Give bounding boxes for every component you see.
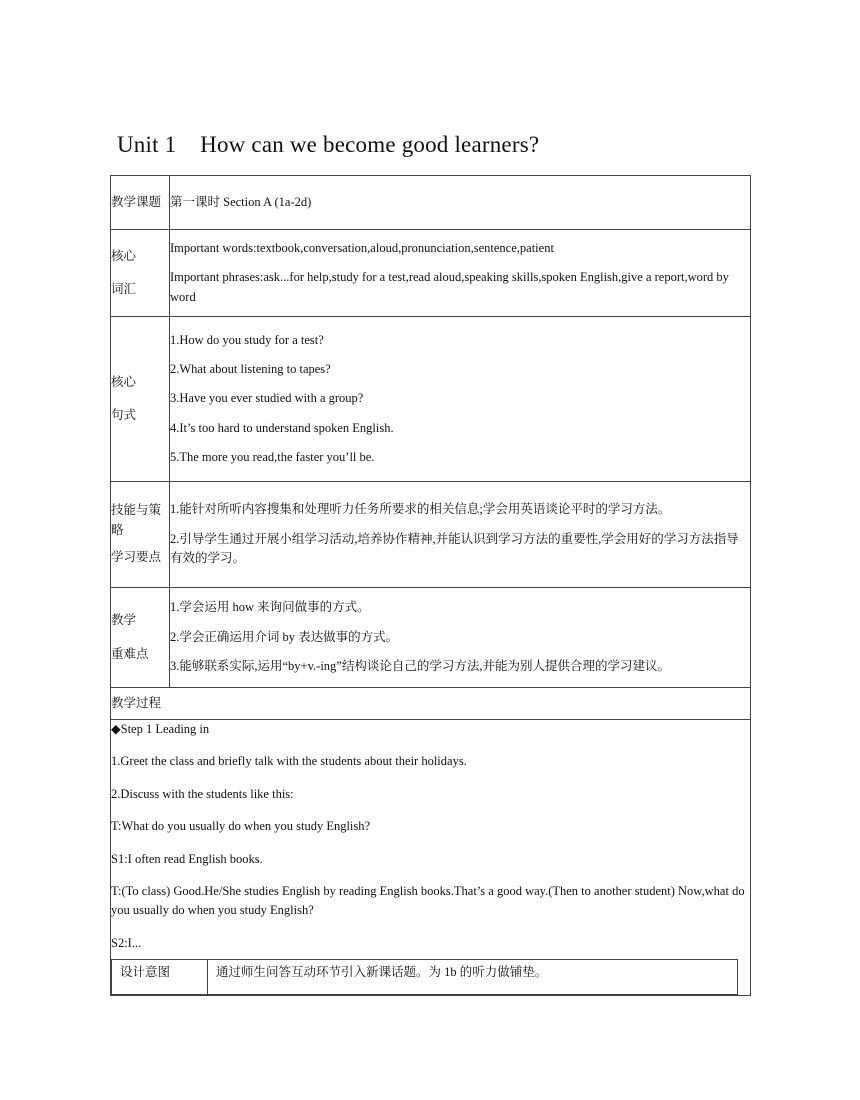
skill-item: 1.能针对所听内容搜集和处理听力任务所要求的相关信息;学会用英语谈论平时的学习方法。 xyxy=(170,502,671,517)
sentence-item: 4.It’s too hard to understand spoken English. xyxy=(170,420,394,435)
keypoint-item: 2.学会正确运用介词 by 表达做事的方式。 xyxy=(170,629,399,644)
design-intent-text: 通过师生问答互动环节引入新课话题。为 1b 的听力做铺垫。 xyxy=(208,960,738,995)
process-row xyxy=(111,688,751,720)
step1-line: T:(To class) Good.He/She studies English by reading English books.That’s a good way.(Then to another student) Now,what do you usually do when you study English? xyxy=(111,883,745,918)
sentence-item: 1.How do you study for a test? xyxy=(170,332,324,347)
step1-line: S2:I... xyxy=(111,935,142,950)
skill-item: 2.引导学生通过开展小组学习活动,培养协作精神,并能认识到学习方法的重要性,学会用好的学习方法指导有效的学习。 xyxy=(170,531,739,566)
topic-content: 第一课时 Section A (1a-2d) xyxy=(170,176,751,230)
step1-heading: ◆Step 1 Leading in xyxy=(111,722,210,736)
topic-row xyxy=(111,176,751,230)
process-label: 教学过程 xyxy=(111,688,751,720)
page-title: Unit 1 How can we become good learners? xyxy=(117,132,540,157)
keypoint-item: 1.学会运用 how 来询问做事的方式。 xyxy=(170,600,370,615)
vocab-label-line-2: 词汇 xyxy=(111,282,137,296)
keypoints-content xyxy=(170,588,751,688)
step1-row xyxy=(111,720,751,996)
vocab-row xyxy=(111,230,751,317)
skills-content xyxy=(170,482,751,588)
topic-label: 教学课题 xyxy=(111,176,170,230)
keypoints-label xyxy=(111,588,170,688)
sentence-item: 5.The more you read,the faster you’ll be. xyxy=(170,450,375,465)
sentences-label-line-2: 句式 xyxy=(111,408,137,422)
skills-label xyxy=(111,482,170,588)
lesson-plan-table xyxy=(110,175,751,996)
step1-line: S1:I often read English books. xyxy=(111,851,263,866)
important-words: Important words:textbook,conversation,aloud,pronunciation,sentence,patient xyxy=(170,240,554,255)
keypoint-item: 3.能够联系实际,运用“by+v.-ing”结构谈论自己的学习方法,并能为别人提供合理的学习建议。 xyxy=(170,659,670,674)
step1-line: 2.Discuss with the students like this: xyxy=(111,786,294,801)
sentences-label-line-1: 核心 xyxy=(111,374,137,389)
skills-label-line-2: 学习要点 xyxy=(111,550,162,565)
sentences-content xyxy=(170,317,751,482)
vocab-label-line-1: 核心 xyxy=(111,248,137,263)
vocab-label xyxy=(111,230,170,317)
design-intent-table xyxy=(111,959,738,995)
keypoints-label-line-2: 重难点 xyxy=(111,646,149,661)
important-phrases: Important phrases:ask...for help,study for a test,read aloud,speaking skills,spoken English,give a report,word by word xyxy=(170,270,729,304)
skills-row xyxy=(111,482,751,588)
step1-line: 1.Greet the class and briefly talk with the students about their holidays. xyxy=(111,754,467,769)
sentences-row xyxy=(111,317,751,482)
sentence-item: 3.Have you ever studied with a group? xyxy=(170,391,364,406)
sentence-item: 2.What about listening to tapes? xyxy=(170,361,331,376)
vocab-content xyxy=(170,230,751,317)
design-intent-label: 设计意图 xyxy=(112,960,208,995)
step1-content xyxy=(111,720,751,996)
skills-label-line-1: 技能与策略 xyxy=(111,503,162,537)
keypoints-row xyxy=(111,588,751,688)
sentences-label xyxy=(111,317,170,482)
design-intent-row xyxy=(112,960,738,995)
keypoints-label-line-1: 教学 xyxy=(111,613,137,628)
step1-line: T:What do you usually do when you study English? xyxy=(111,819,371,834)
